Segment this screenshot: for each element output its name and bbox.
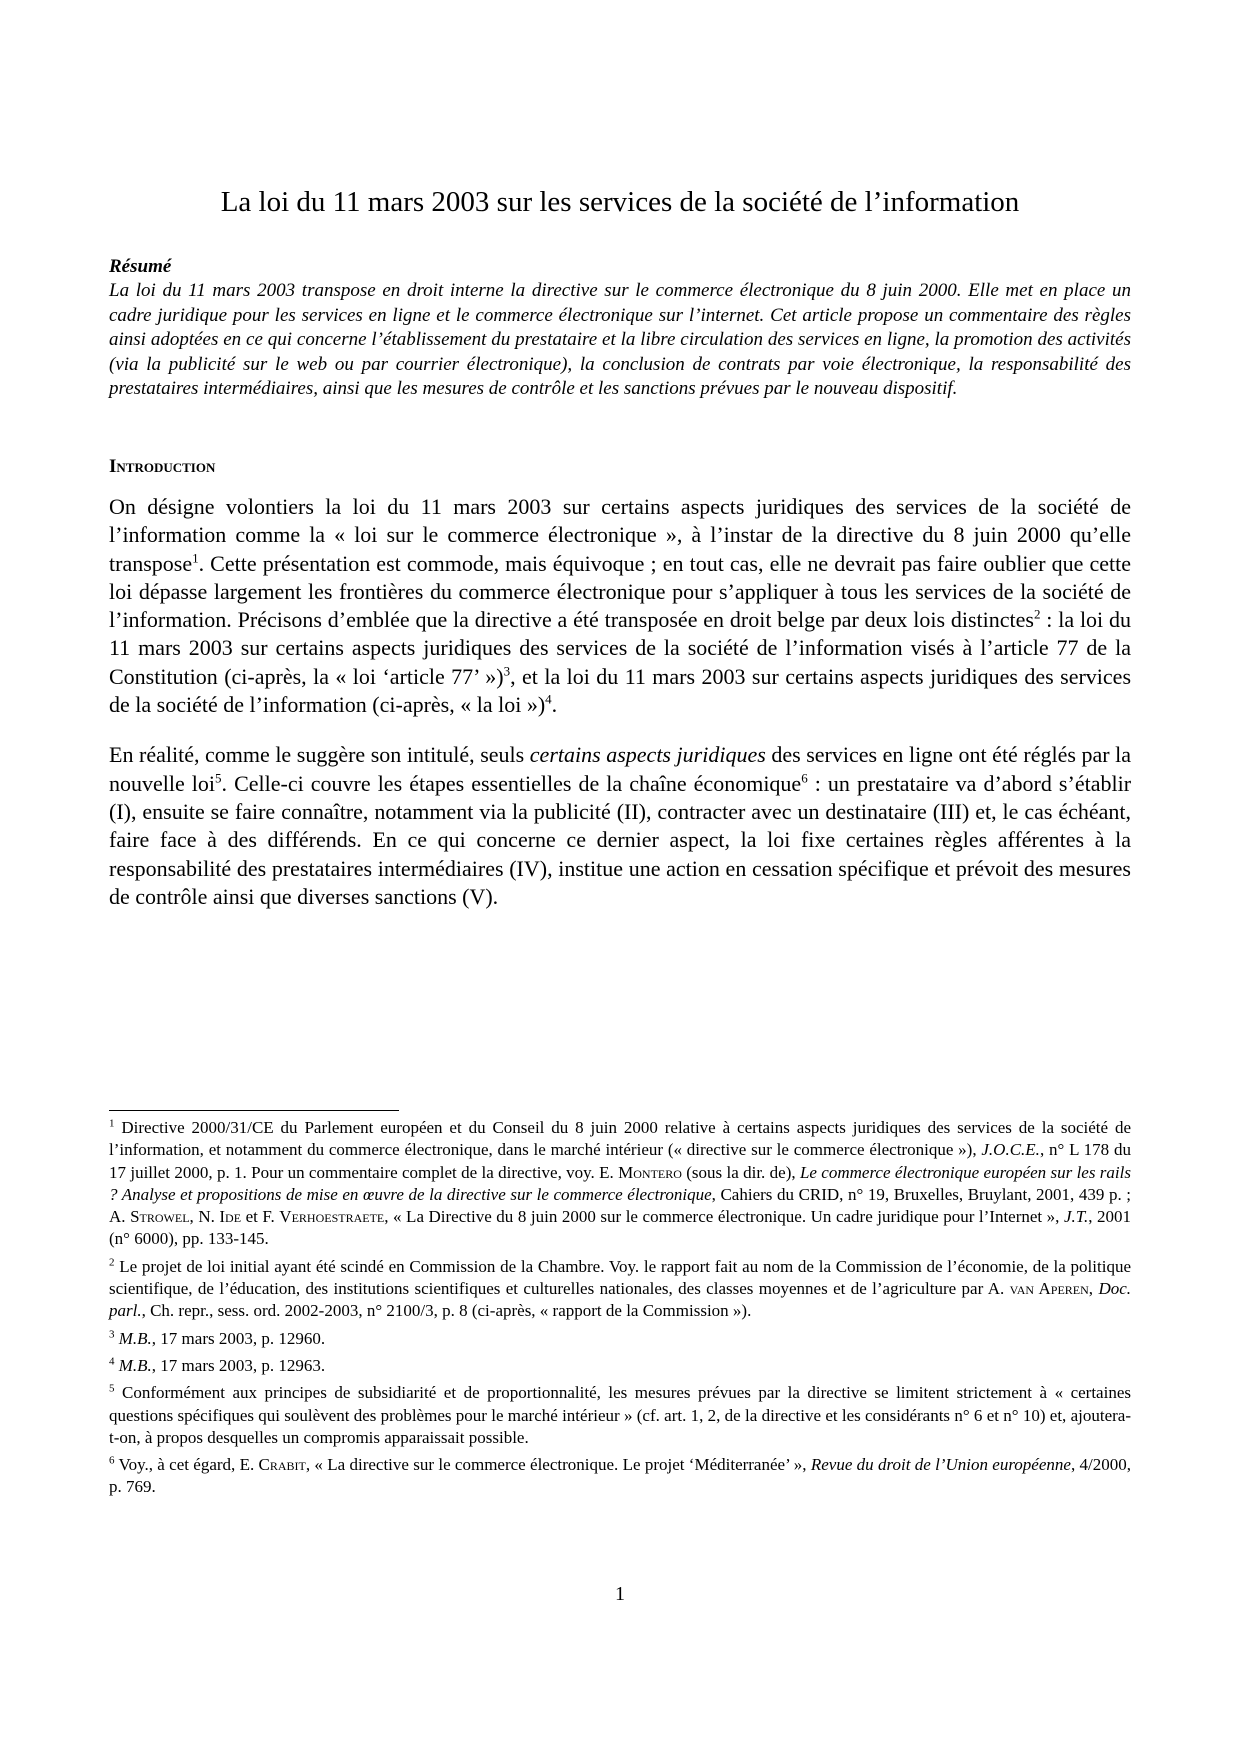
text-run: : un prestataire va d’abord s’établir (I), ensuite se faire connaître, notamment via la publicité (II), contracter avec un destinataire (III) et, le cas échéant, faire face à des différends. En ce qui concerne ce dernier aspect, la loi fixe certaines règles afférentes à la responsabilité des prestataires intermédiaires (IV), institue une action en cessation spécifique et prévoit des mesures de contrôle ainsi que diverses sanctions (V). bbox=[109, 770, 1132, 909]
summary-section bbox=[109, 255, 1131, 402]
text-run: Voy., à cet égard, E. bbox=[114, 1455, 259, 1475]
footnote-number: 5 bbox=[109, 1382, 115, 1395]
text-run: : la loi du 11 mars 2003 sur certains aspects juridiques des services de la société de l’information visés à l’article 77 de la Constitution (ci-après, la « loi ‘article 77’ ») bbox=[109, 607, 1131, 689]
footnote-5 bbox=[109, 1382, 1131, 1449]
text-run: Directive 2000/31/CE du Parlement européen et du Conseil du 8 juin 2000 relative à certains aspects juridiques des services de la société de l’information, et notamment du commerce électronique, dans le marché intérieur (« directive sur le commerce électronique »), bbox=[109, 1118, 1131, 1160]
author-name: Montero bbox=[618, 1162, 682, 1182]
footnote-3 bbox=[109, 1328, 1131, 1350]
text-run: Le projet de loi initial ayant été scindé en Commission de la Chambre. Voy. le rapport fait au nom de la Commission de l’économie, de la politique scientifique, de l’éducation, des institutions scientifiques et culturelles nationales, des classes moyennes et de l’agriculture par A. bbox=[109, 1256, 1131, 1299]
footnote-number: 4 bbox=[109, 1355, 115, 1368]
author-name: Crabit bbox=[258, 1455, 306, 1475]
footnote-ref-4[interactable]: 4 bbox=[545, 691, 552, 707]
italic-run: Doc. parl. bbox=[109, 1279, 1132, 1321]
text-run: , 17 mars 2003, p. 12960. bbox=[151, 1328, 326, 1348]
footnote-ref-2[interactable]: 2 bbox=[1033, 606, 1041, 622]
document-title: La loi du 11 mars 2003 sur les services de la société de l’information bbox=[220, 186, 1020, 218]
footnote-4 bbox=[109, 1355, 1131, 1377]
body-text bbox=[109, 493, 1131, 911]
italic-run: Le commerce électronique européen sur les rails ? Analyse et propositions de mise en œuvre de la directive sur le commerce électronique bbox=[109, 1162, 1131, 1204]
text-run: , 4/2000, p. 769. bbox=[109, 1455, 1131, 1497]
italic-run: Revue du droit de l’Union européenne bbox=[810, 1455, 1071, 1475]
text-run: . bbox=[551, 692, 558, 718]
footnotes-section bbox=[109, 1117, 1131, 1504]
footnote-number: 1 bbox=[109, 1117, 115, 1130]
text-run: , n° L 178 du 17 juillet 2000, p. 1. Pour un commentaire complet de la directive, voy. E. bbox=[109, 1140, 1131, 1182]
footnote-6 bbox=[109, 1454, 1131, 1499]
footnote-ref-1[interactable]: 1 bbox=[192, 550, 199, 566]
text-run: . Cette présentation est commode, mais équivoque ; en tout cas, elle ne devrait pas faire oublier que cette loi dépasse largement les frontières du commerce électronique pour s’appliquer à tous les services de la société de l’information. Précisons d’emblée que la directive a été transposée en droit belge par deux lois distinctes bbox=[109, 550, 1131, 633]
footnote-2 bbox=[109, 1256, 1131, 1323]
text-run: , « La directive sur le commerce électronique. Le projet ‘Méditerranée’ », bbox=[305, 1455, 811, 1475]
footnote-separator bbox=[109, 1110, 399, 1111]
italic-run: J.O.C.E. bbox=[981, 1140, 1040, 1160]
text-run: En réalité, comme le suggère son intitulé, seuls bbox=[109, 742, 530, 768]
text-run: (sous la dir. de), bbox=[681, 1162, 800, 1182]
text-run: , bbox=[1088, 1279, 1099, 1299]
text-run: des services en ligne ont été réglés par la nouvelle loi bbox=[109, 742, 1131, 796]
summary-text: La loi du 11 mars 2003 transpose en droit interne la directive sur le commerce électronique du 8 juin 2000. Elle met en place un cadre juridique pour les services en ligne et le commerce électronique sur l’internet. Cet article propose un commentaire des règles ainsi adoptées en ce qui concerne l’établissement du prestataire et la libre circulation des services en ligne, la promotion des activités (via la publicité sur le web ou par courrier électronique), la conclusion de contrats par voie électronique, la responsabilité des prestataires intermédiaires, ainsi que les mesures de contrôle et les sanctions prévues par le nouveau dispositif. bbox=[109, 280, 1131, 399]
text-run: . Celle-ci couvre les étapes essentielles de la chaîne économique bbox=[221, 770, 802, 796]
body-paragraph-2 bbox=[109, 741, 1131, 911]
footnote-1 bbox=[109, 1117, 1131, 1251]
footnote-ref-6[interactable]: 6 bbox=[801, 770, 808, 786]
italic-run: J.T. bbox=[1063, 1207, 1089, 1227]
author-name: Verhoestraete bbox=[279, 1207, 385, 1227]
footnote-number: 6 bbox=[109, 1454, 115, 1467]
footnote-ref-3[interactable]: 3 bbox=[503, 663, 511, 679]
author-name: Strowel bbox=[130, 1207, 190, 1227]
author-name: van Aperen bbox=[1009, 1279, 1089, 1299]
body-paragraph-1 bbox=[109, 493, 1131, 719]
text-run: et F. bbox=[241, 1207, 280, 1227]
summary-heading: Résumé bbox=[109, 256, 172, 277]
footnote-ref-5[interactable]: 5 bbox=[215, 770, 222, 786]
italic-run: M.B. bbox=[118, 1328, 152, 1348]
text-run: , Cahiers du CRID, n° 19, Bruxelles, Bruylant, 2001, 439 p. ; A. bbox=[109, 1184, 1131, 1227]
text-run: , « La Directive du 8 juin 2000 sur le commerce électronique. Un cadre juridique pour l’Internet », bbox=[384, 1207, 1064, 1227]
text-run: On désigne volontiers la loi du 11 mars 2003 sur certains aspects juridiques des services de la société de l’information comme la « loi sur le commerce électronique », à l’instar de la directive du 8 juin 2000 qu’elle transpose bbox=[109, 494, 1131, 576]
page-number: 1 bbox=[615, 1583, 625, 1605]
italic-run: M.B. bbox=[118, 1355, 152, 1375]
document-page bbox=[109, 0, 1131, 1755]
text-run: Conformément aux principes de subsidiarité et de proportionnalité, les mesures prévues par la directive se limitent strictement à « certaines questions spécifiques qui soulèvent des problèmes pour le marché intérieur » (cf. art. 1, 2, de la directive et les considérants n° 6 et n° 10) et, ajoutera-t-on, à propos desquelles un compromis apparaissait possible. bbox=[109, 1383, 1131, 1447]
text-run: , Ch. repr., sess. ord. 2002-2003, n° 2100/3, p. 8 (ci-après, « rapport de la Commission »). bbox=[141, 1301, 752, 1321]
author-name: Ide bbox=[219, 1207, 242, 1227]
text-run: , 17 mars 2003, p. 12963. bbox=[151, 1355, 326, 1375]
text-run: , et la loi du 11 mars 2003 sur certains aspects juridiques des services de la société de l’information (ci-après, « la loi ») bbox=[109, 663, 1132, 718]
introduction-heading: Introduction bbox=[109, 456, 216, 477]
footnote-number: 3 bbox=[109, 1328, 115, 1341]
text-run: , N. bbox=[189, 1207, 220, 1227]
footnote-number: 2 bbox=[109, 1256, 115, 1269]
text-run: , 2001 (n° 6000), pp. 133-145. bbox=[109, 1207, 1132, 1249]
italic-run: certains aspects juridiques bbox=[529, 742, 766, 768]
